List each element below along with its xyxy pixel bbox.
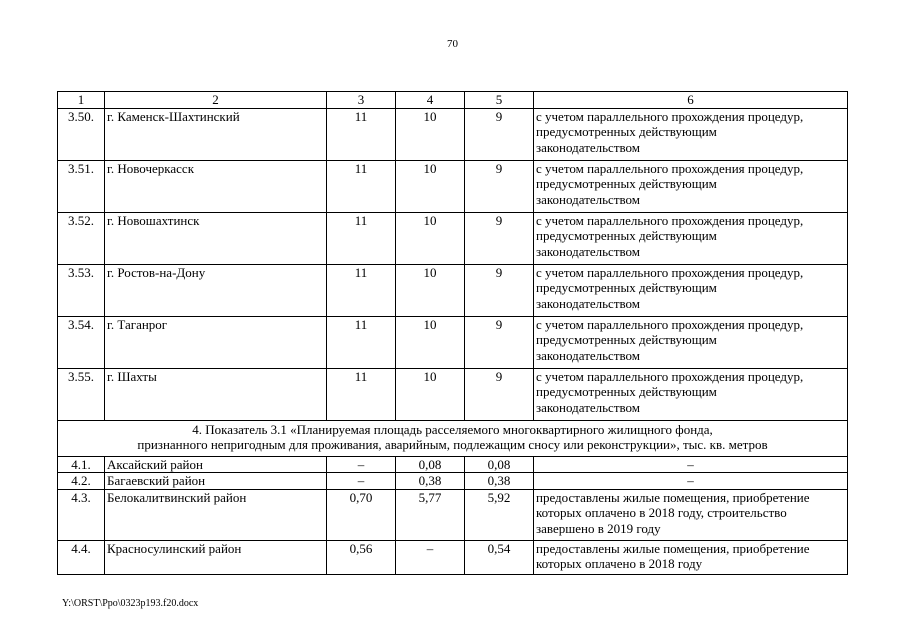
row-number: 3.50. <box>58 108 105 160</box>
note-line: предусмотренных действующим <box>536 384 717 399</box>
row-number: 3.55. <box>58 368 105 420</box>
note-cell <box>534 160 848 212</box>
value-col5: 9 <box>465 316 534 368</box>
value-col3: – <box>327 473 396 490</box>
table-row <box>58 264 848 316</box>
note-line: с учетом параллельного прохождения процедур, <box>536 264 804 280</box>
row-number: 4.4. <box>58 540 105 574</box>
table-row <box>58 489 848 540</box>
column-header: 1 <box>58 92 105 109</box>
note-cell <box>534 456 848 473</box>
table-row <box>58 368 848 420</box>
note-line: предусмотренных действующим <box>536 280 717 295</box>
municipality-name: г. Новочеркасск <box>105 160 327 212</box>
section-heading-line: 4. Показатель 3.1 «Планируемая площадь расселяемого многоквартирного жилищного фонда, <box>192 421 713 437</box>
value-col3: 11 <box>327 316 396 368</box>
note-cell <box>534 489 848 540</box>
municipality-name: Красносулинский район <box>105 540 327 574</box>
note-line: которых оплачено в 2018 году, строительство <box>536 505 787 520</box>
value-col4: 0,38 <box>396 473 465 490</box>
table-row <box>58 473 848 490</box>
note-cell <box>534 316 848 368</box>
section-heading-row <box>58 420 848 456</box>
table-row <box>58 540 848 574</box>
note-line: предоставлены жилые помещения, приобретение <box>536 489 810 505</box>
column-header: 3 <box>327 92 396 109</box>
note-line: законодательством <box>536 243 641 259</box>
value-col3: 11 <box>327 108 396 160</box>
value-col3: 11 <box>327 212 396 264</box>
row-number: 3.52. <box>58 212 105 264</box>
table-row <box>58 108 848 160</box>
note-line: с учетом параллельного прохождения процедур, <box>536 212 804 228</box>
table-row <box>58 456 848 473</box>
note-cell <box>534 540 848 574</box>
value-col3: 0,70 <box>327 489 396 540</box>
note-line: законодательством <box>536 295 641 311</box>
note-line: законодательством <box>536 191 641 207</box>
municipality-name: г. Новошахтинск <box>105 212 327 264</box>
municipality-name: г. Таганрог <box>105 316 327 368</box>
note-line: законодательством <box>536 347 641 363</box>
value-col5: 0,08 <box>465 456 534 473</box>
row-number: 3.51. <box>58 160 105 212</box>
note-line: – <box>687 456 694 472</box>
note-line: с учетом параллельного прохождения процедур, <box>536 160 804 176</box>
note-line: с учетом параллельного прохождения процедур, <box>536 316 804 332</box>
note-line: – <box>687 473 694 488</box>
note-line: предусмотренных действующим <box>536 332 717 347</box>
value-col4: – <box>396 540 465 574</box>
column-header: 6 <box>534 92 848 109</box>
note-line: предусмотренных действующим <box>536 228 717 243</box>
note-line: предусмотренных действующим <box>536 176 717 191</box>
municipality-name: Багаевский район <box>105 473 327 490</box>
value-col4: 10 <box>396 108 465 160</box>
municipality-name: г. Ростов-на-Дону <box>105 264 327 316</box>
row-number: 3.54. <box>58 316 105 368</box>
note-cell <box>534 368 848 420</box>
column-header: 2 <box>105 92 327 109</box>
note-line: предоставлены жилые помещения, приобретение <box>536 540 810 556</box>
file-path-footer: Y:\ORST\Ppo\0323p193.f20.docx <box>62 598 199 609</box>
value-col5: 9 <box>465 264 534 316</box>
municipality-name: Аксайский район <box>105 456 327 473</box>
note-line: законодательством <box>536 399 641 415</box>
column-header: 5 <box>465 92 534 109</box>
value-col3: 0,56 <box>327 540 396 574</box>
value-col5: 0,38 <box>465 473 534 490</box>
municipality-name: г. Шахты <box>105 368 327 420</box>
value-col4: 10 <box>396 212 465 264</box>
value-col4: 10 <box>396 264 465 316</box>
value-col3: 11 <box>327 160 396 212</box>
document-table <box>57 91 848 575</box>
value-col5: 9 <box>465 160 534 212</box>
note-cell <box>534 264 848 316</box>
value-col3: 11 <box>327 264 396 316</box>
note-cell <box>534 108 848 160</box>
value-col5: 0,54 <box>465 540 534 574</box>
note-line: которых оплачено в 2018 году <box>536 556 703 571</box>
row-number: 4.2. <box>58 473 105 490</box>
value-col5: 9 <box>465 368 534 420</box>
note-line: завершено в 2019 году <box>536 520 661 536</box>
value-col5: 9 <box>465 212 534 264</box>
value-col5: 9 <box>465 108 534 160</box>
table-row <box>58 316 848 368</box>
value-col4: 5,77 <box>396 489 465 540</box>
municipality-name: г. Каменск-Шахтинский <box>105 108 327 160</box>
note-line: с учетом параллельного прохождения процедур, <box>536 368 804 384</box>
row-number: 4.1. <box>58 456 105 473</box>
table-header-row <box>58 92 848 109</box>
value-col4: 10 <box>396 368 465 420</box>
note-line: с учетом параллельного прохождения процедур, <box>536 108 804 124</box>
value-col4: 0,08 <box>396 456 465 473</box>
note-cell <box>534 212 848 264</box>
municipality-name: Белокалитвинский район <box>105 489 327 540</box>
value-col3: 11 <box>327 368 396 420</box>
table-row <box>58 212 848 264</box>
section-heading-line: признанного непригодным для проживания, аварийным, подлежащим сносу или реконструкции», тыс. кв. метров <box>137 437 768 452</box>
section-heading <box>58 420 848 456</box>
note-line: законодательством <box>536 139 641 155</box>
table-row <box>58 160 848 212</box>
value-col3: – <box>327 456 396 473</box>
note-line: предусмотренных действующим <box>536 124 717 139</box>
page-number: 70 <box>447 38 458 50</box>
row-number: 3.53. <box>58 264 105 316</box>
value-col5: 5,92 <box>465 489 534 540</box>
row-number: 4.3. <box>58 489 105 540</box>
value-col4: 10 <box>396 160 465 212</box>
value-col4: 10 <box>396 316 465 368</box>
note-cell <box>534 473 848 490</box>
column-header: 4 <box>396 92 465 109</box>
